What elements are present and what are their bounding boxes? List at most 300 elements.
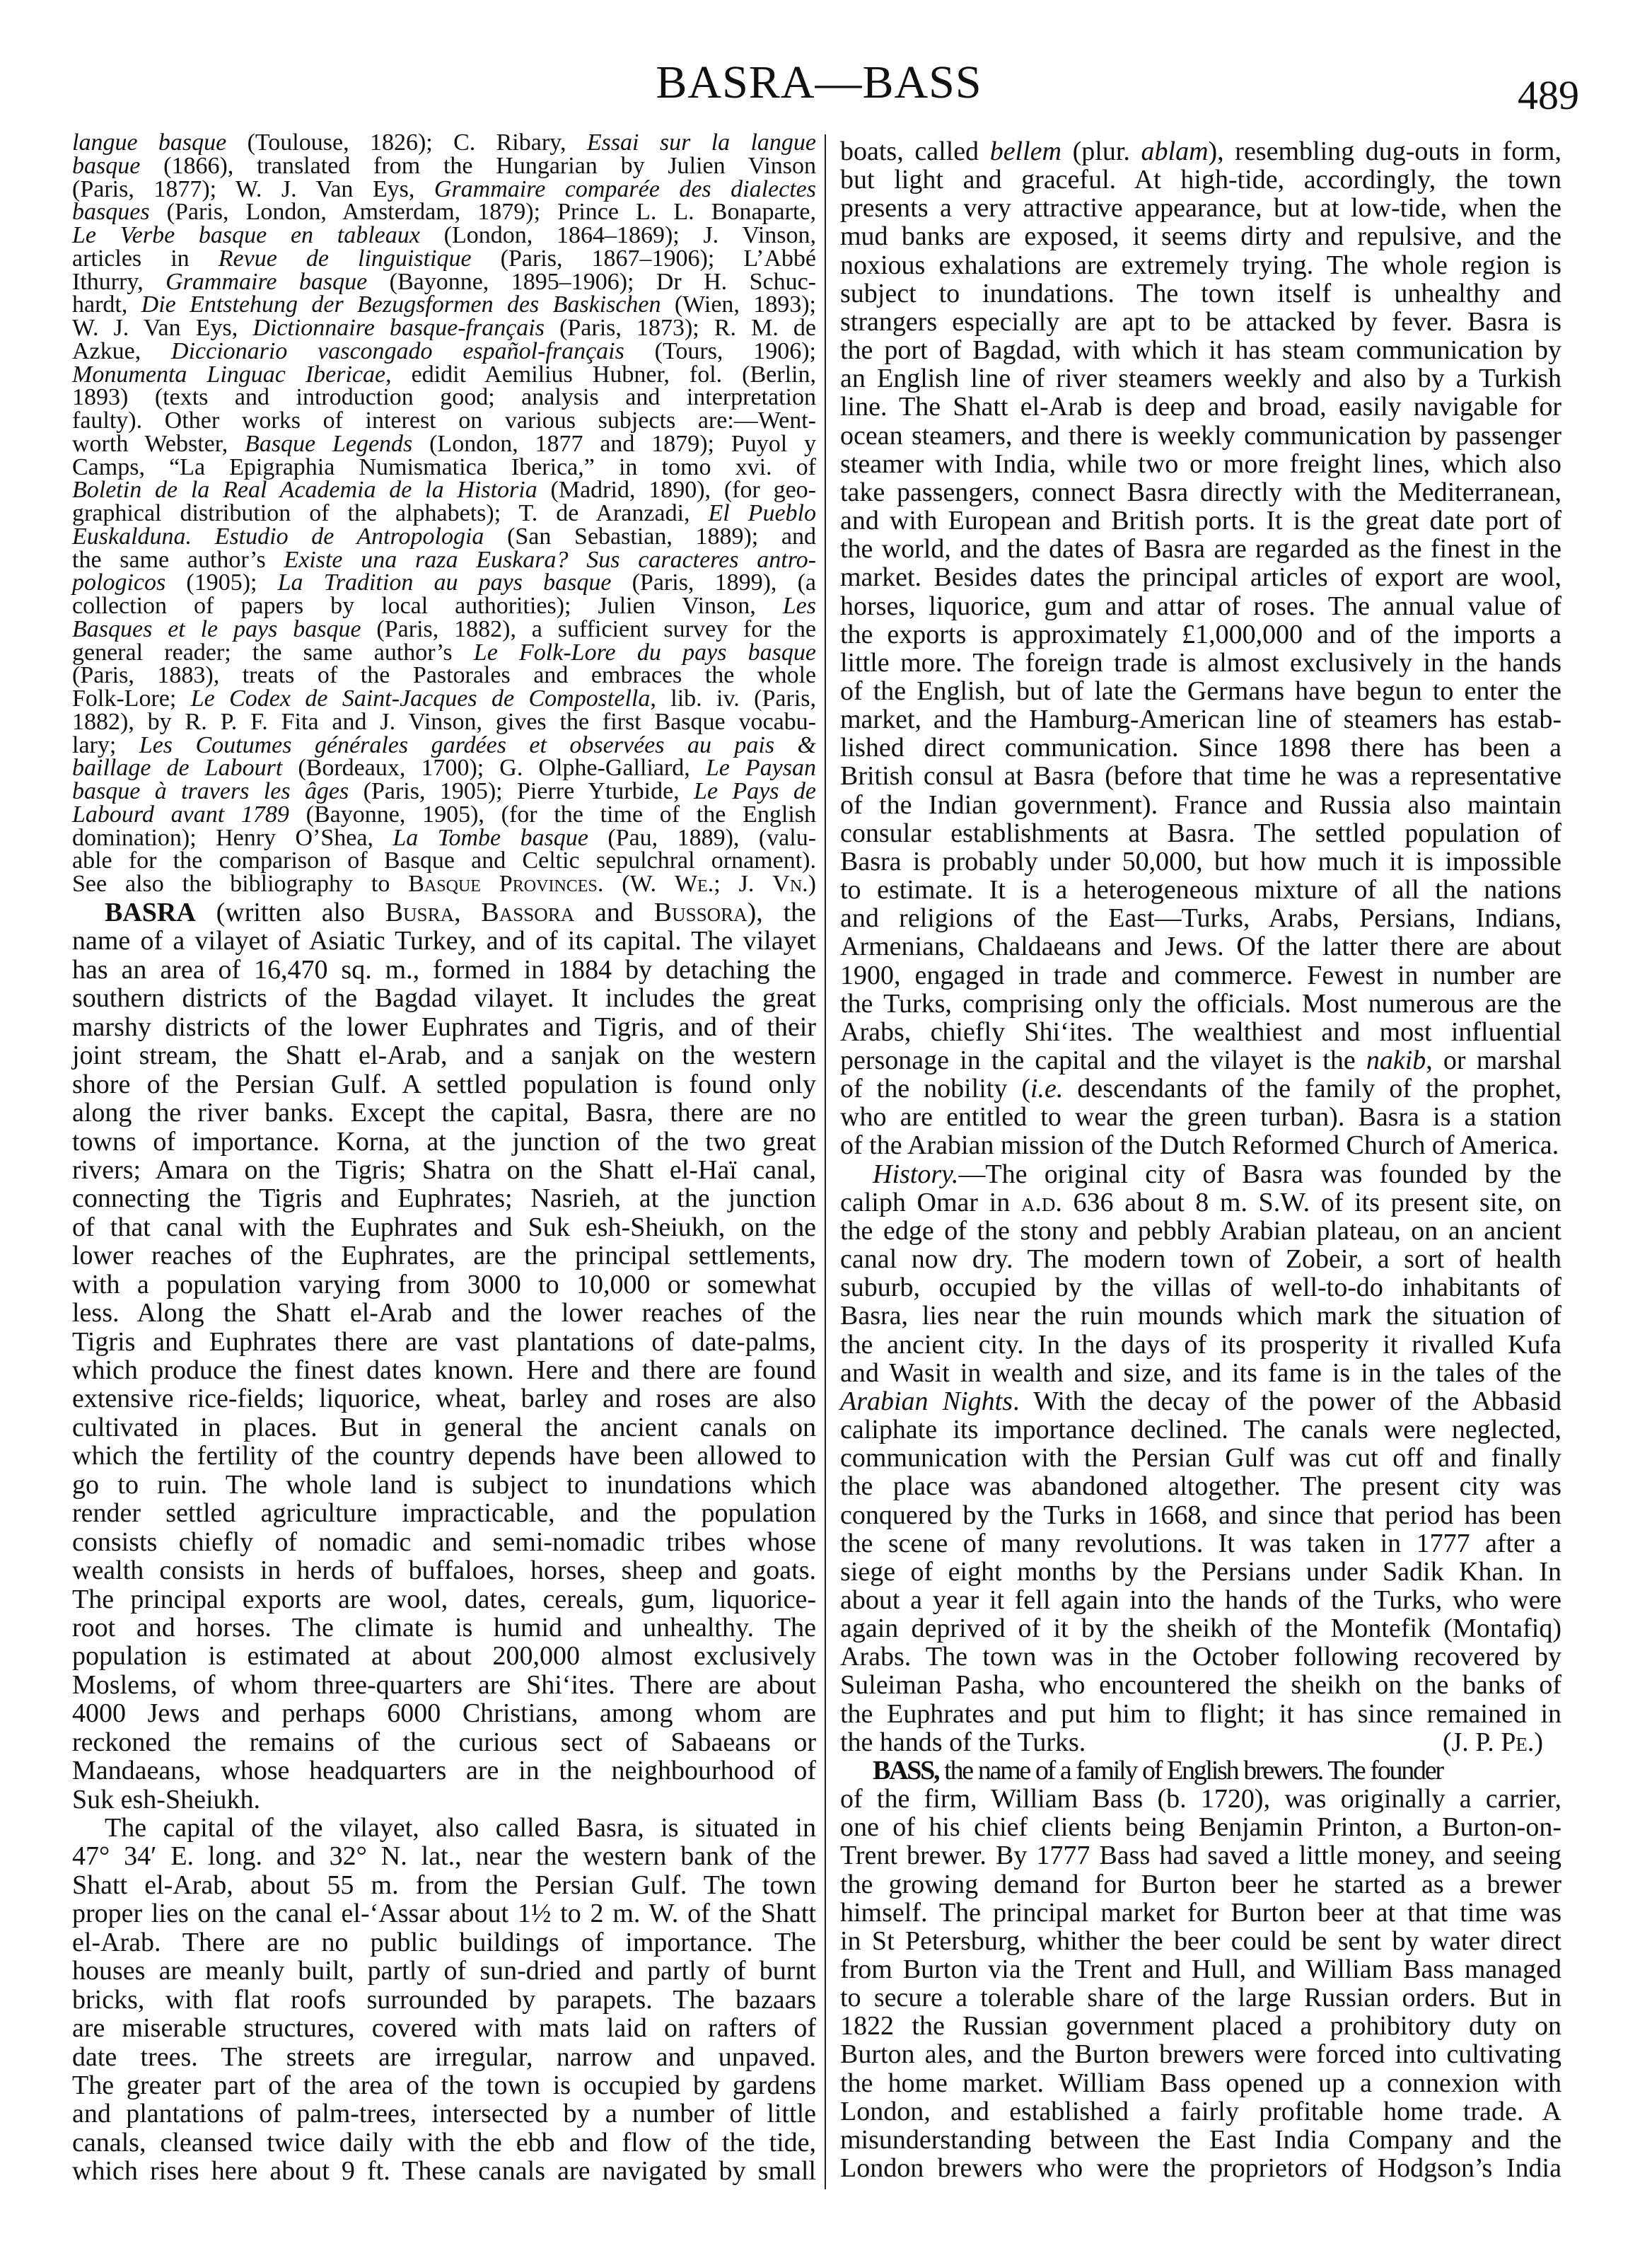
- text-run: (Bayonne, 1895–1906); Dr H. Schuc-: [367, 268, 816, 295]
- text-run: proper lies on the canal el-‘Assar about 1½ to 2 m. W. of the Shatt: [72, 1899, 816, 1929]
- text-run: Basra is probably under 50,000, but how much it is impossible: [840, 846, 1561, 876]
- text-line: [72, 801, 816, 828]
- text-line: [840, 904, 1561, 932]
- text-run: personage in the capital and the vilayet is the: [840, 1046, 1366, 1075]
- text-run: of the Indian government). France and Russia also maintain: [840, 789, 1561, 820]
- text-run: hardt,: [72, 291, 141, 318]
- text-line: [840, 1359, 1561, 1387]
- text-run: —The original city of Basra was founded by the: [958, 1159, 1561, 1189]
- text-line: [840, 1927, 1561, 1955]
- italic-text: baillage de Labourt: [72, 755, 283, 782]
- text-line: [72, 757, 816, 780]
- text-line: [840, 450, 1561, 478]
- text-run: market, and the Hamburg-American line of steamers has estab-: [840, 705, 1561, 735]
- column-divider: [825, 134, 826, 2189]
- italic-text: bellem: [989, 137, 1061, 166]
- text-run: W. J. Van Eys,: [72, 315, 253, 341]
- text-line: [72, 2071, 816, 2099]
- small-caps-text: Busra: [385, 898, 455, 927]
- text-line: [840, 2012, 1561, 2040]
- text-line: [840, 1756, 1561, 1785]
- text-line: [840, 819, 1561, 847]
- italic-text: Diccionario vascongado español-français: [171, 337, 624, 364]
- text-run: wealth consists in herds of buffaloes, horses, sheep and goats.: [72, 1556, 816, 1586]
- text-line: [72, 1070, 816, 1099]
- italic-text: La Tradition au pays basque: [277, 569, 612, 596]
- text-run: caliphate its importance declined. The canals were neglected,: [840, 1415, 1561, 1445]
- text-run: take passengers, connect Basra directly with the Mediterranean,: [840, 477, 1561, 507]
- text-line: [840, 2126, 1561, 2154]
- text-line: [72, 2157, 816, 2185]
- text-line: [840, 1046, 1561, 1075]
- text-line: [840, 1841, 1561, 1870]
- text-line: [840, 876, 1561, 904]
- text-run: (written also: [195, 898, 385, 927]
- text-run: date trees. The streets are irregular, narrow and unpaved.: [72, 2041, 816, 2072]
- text-run: has an area of 16,470 sq. m., formed in 1884 by detaching the: [72, 954, 816, 985]
- text-run: ), the: [747, 898, 816, 927]
- text-run: the same author’s: [72, 546, 284, 573]
- text-line: [72, 337, 816, 364]
- text-line: [840, 1103, 1561, 1131]
- text-run: and with European and British ports. It is the great date port of: [840, 506, 1561, 536]
- author-signature: (J. P. Pe.): [1442, 1727, 1543, 1757]
- text-run: lished direct communication. Since 1898 there has been a: [840, 733, 1561, 763]
- text-run: southern districts of the Bagdad vilayet. It includes the great: [72, 983, 816, 1014]
- text-line: [840, 1217, 1561, 1245]
- text-run: collection of papers by local authorities); Julien Vinson,: [72, 593, 783, 619]
- text-run: joint stream, the Shatt el-Arab, and a sanjak on the western: [72, 1041, 816, 1071]
- italic-text: basque: [72, 152, 141, 179]
- text-run: ,: [454, 898, 482, 927]
- text-run: (Tours, 1906);: [624, 337, 816, 364]
- text-line: [72, 1928, 816, 1957]
- text-run: render settled agriculture impracticable, and the population: [72, 1498, 816, 1529]
- text-run: towns of importance. Korna, at the junction of the two great: [72, 1126, 816, 1157]
- text-run: Suleiman Pasha, who encountered the sheikh on the banks of: [840, 1670, 1561, 1701]
- text-run: , or marshal: [1426, 1046, 1561, 1075]
- text-line: [72, 430, 816, 457]
- text-run: the place was abandoned altogether. The present city was: [840, 1471, 1561, 1502]
- text-line: [72, 1556, 816, 1585]
- text-line: [72, 1842, 816, 1870]
- text-line: [72, 523, 816, 550]
- running-title: BASRA—BASS: [656, 57, 982, 108]
- italic-text: La Tombe basque: [392, 824, 588, 851]
- text-run: presents a very attractive appearance, but at low-tide, when the: [840, 193, 1561, 224]
- italic-text: ablam: [1141, 137, 1209, 166]
- text-run: able for the comparison of Basque and Celtic sepulchral ornament).: [72, 847, 816, 874]
- small-caps-text: Basque Provinces: [408, 871, 598, 897]
- text-run: the Euphrates and put him to flight; it has since remained in: [840, 1698, 1561, 1729]
- text-line: [840, 990, 1561, 1018]
- text-run: siege of eight months by the Persians under Sadik Khan. In: [840, 1556, 1561, 1587]
- paragraph: [72, 898, 816, 1814]
- text-run: (San Sebastian, 1889); and: [484, 523, 816, 550]
- text-run: (Toulouse, 1826); C. Ribary,: [226, 129, 587, 156]
- text-run: Burton ales, and the Burton brewers were forced into cultivating: [840, 2039, 1561, 2070]
- text-line: [840, 1018, 1561, 1046]
- text-line: [840, 620, 1561, 649]
- text-line: [72, 780, 816, 804]
- italic-text: Monumenta Linguac Ibericae: [72, 361, 386, 388]
- text-line: [72, 1699, 816, 1727]
- text-line: [72, 685, 817, 712]
- text-run: and religions of the East—Turks, Arabs, Persians, Indians,: [840, 903, 1561, 934]
- text-run: the exports is approximately £1,000,000 and of the imports a: [840, 619, 1561, 649]
- text-line: [840, 506, 1561, 535]
- text-line: [840, 734, 1561, 762]
- text-line: [840, 1983, 1561, 2012]
- text-run: graphical distribution of the alphabets); T. de Aranzadi,: [72, 500, 709, 526]
- text-run: the home market. William Bass opened up a connexion with: [840, 2068, 1561, 2098]
- text-run: Basra, lies near the ruin mounds which mark the situation of: [840, 1301, 1561, 1331]
- text-line: [72, 2099, 816, 2128]
- text-run: which rises here about 9 ft. These canals are navigated by small: [72, 2156, 816, 2187]
- text-line: [72, 1328, 816, 1356]
- text-run: lary;: [72, 731, 139, 758]
- text-run: bricks, with flat roofs surrounded by parapets. The bazaars: [72, 1984, 816, 2015]
- text-line: [840, 677, 1561, 705]
- text-line: [72, 1471, 816, 1499]
- text-line: [840, 1331, 1561, 1359]
- text-run: London brewers who were the proprietors of Hodgson’s India: [840, 2153, 1561, 2184]
- text-run: the growing demand for Burton beer he started as a brewer: [840, 1869, 1561, 1899]
- text-line: [72, 1128, 816, 1156]
- text-run: (Bayonne, 1905), (for the time of the English: [289, 801, 816, 828]
- text-run: caliph Omar in: [840, 1187, 1021, 1217]
- text-line: [72, 927, 816, 955]
- text-run: the scene of many revolutions. It was taken in 1777 after a: [840, 1528, 1561, 1558]
- italic-text: Le Pays de: [694, 778, 816, 804]
- text-run: (Paris, 1882), a sufficient survey for the: [361, 615, 817, 642]
- text-run: consular establishments at Basra. The settled population of: [840, 818, 1561, 848]
- text-run: Ithurry,: [72, 268, 166, 295]
- text-line: [72, 175, 816, 202]
- text-line: [840, 847, 1561, 876]
- text-run: articles in: [72, 245, 219, 272]
- text-line: [840, 422, 1561, 450]
- text-run: (Paris, 1877); W. J. Van Eys,: [72, 175, 434, 202]
- text-line: [840, 1700, 1561, 1728]
- text-run: go to ruin. The whole land is subject to inundations which: [72, 1469, 816, 1500]
- text-run: Tigris and Euphrates there are vast plantations of date-palms,: [72, 1326, 816, 1357]
- text-run: in St Petersburg, whither the beer could be sent by water direct: [840, 1925, 1561, 1956]
- text-run: 1900, engaged in trade and commerce. Fewest in number are: [840, 960, 1561, 990]
- text-run: which produce the finest dates known. Here and there are found: [72, 1355, 816, 1385]
- text-line: [72, 595, 816, 618]
- text-run: marshy districts of the lower Euphrates and Tigris, and of their: [72, 1012, 816, 1042]
- text-line: [840, 1870, 1561, 1899]
- italic-text: Revue de linguistique: [218, 245, 472, 272]
- text-run: (Wien, 1893);: [661, 291, 817, 318]
- text-line: [72, 268, 816, 295]
- text-line: [72, 407, 816, 434]
- text-line: [840, 961, 1561, 990]
- text-run: domination); Henry O’Shea,: [72, 824, 393, 851]
- text-run: 1822 the Russian government placed a prohibitory duty on: [840, 2011, 1561, 2041]
- small-caps-text: Vn: [772, 871, 803, 897]
- text-run: British consul at Basra (before that time he was a representative: [840, 761, 1561, 792]
- text-line: [840, 308, 1561, 336]
- text-line: [840, 791, 1561, 819]
- text-run: root and horses. The climate is humid and unhealthy. The: [72, 1612, 816, 1643]
- text-run: Armenians, Chaldaeans and Jews. Of the latter there are about: [840, 932, 1561, 962]
- text-run: 47° 34′ E. long. and 32° N. lat., near the western bank of the: [72, 1841, 816, 1872]
- text-run: cultivated in places. But in general the ancient canals on: [72, 1412, 816, 1442]
- page-number: 489: [1518, 72, 1579, 118]
- text-run: one of his chief clients being Benjamin Printon, a Burton-on-: [840, 1812, 1561, 1843]
- text-line: [840, 1188, 1561, 1217]
- text-run: strangers especially are apt to be attacked by fever. Basra is: [840, 306, 1561, 337]
- text-run: line. The Shatt el-Arab is deep and broad, easily navigable for: [840, 392, 1561, 422]
- text-run: el-Arab. There are no public buildings of importance. The: [72, 1927, 816, 1957]
- text-line: [840, 222, 1561, 250]
- text-run: less. Along the Shatt el-Arab and the lower reaches of the: [72, 1298, 816, 1328]
- text-run: to secure a tolerable share of the large Russian orders. But in: [840, 1983, 1561, 2013]
- text-run: 4000 Jews and perhaps 6000 Christians, among whom are: [72, 1698, 816, 1729]
- text-line: [840, 1444, 1561, 1472]
- italic-text: Le Paysan: [705, 755, 817, 782]
- text-line: [840, 563, 1561, 591]
- text-line: [840, 1558, 1561, 1586]
- text-line: [840, 705, 1561, 734]
- small-caps-text: a.d.: [1020, 1187, 1062, 1217]
- italic-text: Dictionnaire basque-français: [252, 315, 545, 341]
- text-run: general reader; the same author’s: [72, 639, 474, 666]
- italic-text: basque à travers les âges: [72, 778, 349, 804]
- text-line: [72, 1499, 816, 1527]
- entry-headword: BASRA: [105, 898, 196, 927]
- text-line: [840, 364, 1561, 393]
- text-run: .): [802, 871, 816, 897]
- text-line: [72, 1184, 816, 1212]
- text-line: [840, 2069, 1561, 2097]
- text-run: (Paris, 1867–1906); L’Abbé: [471, 245, 816, 272]
- text-run: (Madrid, 1890), (for geo-: [537, 477, 816, 504]
- text-line: [840, 1728, 1561, 1756]
- text-line: [840, 1302, 1561, 1330]
- text-run: communication with the Persian Gulf was cut off and finally: [840, 1443, 1561, 1473]
- text-run: shore of the Persian Gulf. A settled population is found only: [72, 1069, 816, 1099]
- text-line: [72, 453, 816, 480]
- text-run: Suk esh-Sheiukh.: [72, 1784, 260, 1814]
- text-run: the edge of the stony and pebbly Arabian plateau, on an ancient: [840, 1215, 1561, 1246]
- italic-text: Grammaire comparée des dialectes: [434, 175, 816, 202]
- text-run: (Paris, London, Amsterdam, 1879); Prince L. L. Bonaparte,: [149, 199, 816, 226]
- text-line: [840, 1586, 1561, 1614]
- text-line: [840, 2154, 1561, 2182]
- italic-text: Existe una raza Euskara? Sus caracteres antro-: [284, 546, 816, 573]
- text-run: market. Besides dates the principal articles of export are wool,: [840, 562, 1561, 593]
- text-run: (Paris, 1899), (a: [611, 569, 816, 596]
- text-line: [72, 224, 816, 248]
- text-run: Folk-Lore;: [72, 685, 191, 712]
- text-line: [840, 194, 1561, 222]
- text-line: [72, 898, 816, 927]
- text-line: [840, 478, 1561, 506]
- italic-text: langue basque: [72, 129, 227, 156]
- text-run: See also the bibliography to: [72, 871, 409, 897]
- text-line: [72, 2043, 816, 2071]
- text-line: [72, 731, 817, 758]
- text-run: of the firm, William Bass (b. 1720), was originally a carrier,: [840, 1784, 1561, 1814]
- italic-text: Le Folk-Lore du pays basque: [473, 639, 816, 666]
- text-line: [72, 129, 817, 156]
- left-column-basra-article: [72, 898, 816, 2186]
- text-line: [840, 1643, 1561, 1671]
- text-run: (Pau, 1889), (valu-: [588, 824, 817, 851]
- text-line: [840, 1813, 1561, 1841]
- paragraph: [840, 137, 1561, 1160]
- text-run: rivers; Amara on the Tigris; Shatra on the Shatt el-Haï canal,: [72, 1154, 816, 1185]
- text-run: London, and established a fairly profitable home trade. A: [840, 2096, 1561, 2126]
- text-line: [72, 1156, 816, 1184]
- text-line: [72, 317, 816, 340]
- text-run: The capital of the vilayet, also called Basra, is situated in: [105, 1813, 816, 1843]
- text-line: [72, 708, 816, 735]
- text-run: 1893) (texts and introduction good; analysis and interpretation: [72, 384, 816, 411]
- left-column-bibliography: [72, 129, 817, 897]
- text-run: the world, and the dates of Basra are regarded as the finest in the: [840, 534, 1561, 564]
- text-run: connecting the Tigris and Euphrates; Nasrieh, at the junction: [72, 1183, 816, 1214]
- text-run: Moslems, of whom three-quarters are Shi‘ites. There are about: [72, 1669, 816, 1700]
- italic-text: pologicos: [72, 569, 166, 596]
- text-run: (Paris, 1905); Pierre Yturbide,: [349, 778, 694, 804]
- text-line: [72, 386, 816, 410]
- italic-text: Die Entstehung der Bezugsformen des Baskischen: [141, 291, 661, 318]
- text-run: Azkue,: [72, 337, 172, 364]
- text-line: [840, 649, 1561, 677]
- text-line: [72, 984, 816, 1012]
- text-line: [840, 1075, 1561, 1103]
- text-run: ocean steamers, and there is weekly communication by passenger: [840, 420, 1561, 451]
- text-line: [72, 1241, 816, 1270]
- text-run: The principal exports are wool, dates, cereals, gum, liquorice-: [72, 1584, 816, 1614]
- text-line: [840, 1131, 1561, 1159]
- text-run: Arabs. The town was in the October following recovered by: [840, 1642, 1561, 1672]
- text-line: [72, 1299, 816, 1327]
- text-run: mud banks are exposed, it seems dirty and repulsive, and the: [840, 221, 1561, 252]
- text-line: [840, 1529, 1561, 1558]
- text-line: [72, 2014, 816, 2042]
- text-line: [72, 1270, 816, 1299]
- text-run: worth Webster,: [72, 430, 245, 457]
- text-run: canals, cleansed twice daily with the ebb and flow of the tide,: [72, 2127, 816, 2158]
- text-line: [840, 762, 1561, 790]
- text-line: [840, 592, 1561, 620]
- text-run: ), resembling dug-outs in form,: [1208, 137, 1561, 166]
- text-run: of the Arabian mission of the Dutch Reformed Church of America.: [840, 1130, 1559, 1161]
- text-line: [72, 1756, 816, 1785]
- text-line: [72, 956, 816, 984]
- italic-text: nakib: [1366, 1046, 1426, 1075]
- text-run: boats, called: [840, 137, 990, 166]
- text-run: (Paris, 1883), treats of the Pastorales and embraces the whole: [72, 662, 816, 689]
- text-run: (1866), translated from the Hungarian by Julien Vinson: [140, 152, 816, 179]
- text-line: [840, 1614, 1561, 1643]
- italic-text: Le Codex de Saint-Jacques de Compostella: [190, 685, 651, 712]
- text-run: faulty). Other works of interest on various subjects are:—Went-: [72, 407, 816, 434]
- text-run: and plantations of palm-trees, intersected by a number of little: [72, 2099, 816, 2129]
- text-line: [72, 1528, 816, 1556]
- text-line: [72, 361, 816, 388]
- italic-text: Le Verbe basque en tableaux: [72, 222, 420, 248]
- text-line: [72, 546, 816, 573]
- small-caps-text: Bussora: [653, 898, 748, 927]
- text-run: Camps, “La Epigraphia Numismatica Iberica,” in tomo xvi. of: [72, 453, 816, 480]
- text-line: [72, 1671, 816, 1699]
- text-run: steamer with India, while two or more freight lines, which also: [840, 448, 1561, 479]
- text-run: of the English, but of late the Germans have begun to enter the: [840, 676, 1561, 706]
- text-run: (Paris, 1873); R. M. de: [544, 315, 816, 341]
- italic-text: Grammaire basque: [165, 268, 368, 295]
- text-run: The greater part of the area of the town is occupied by gardens: [72, 2070, 816, 2100]
- text-run: with a population varying from 3000 to 10,000 or somewhat: [72, 1269, 816, 1299]
- text-line: [72, 1728, 816, 1756]
- text-line: [840, 137, 1561, 166]
- text-run: consists chiefly of nomadic and semi-nomadic tribes whose: [72, 1527, 816, 1557]
- text-run: , lib. iv. (Paris,: [650, 685, 817, 712]
- text-line: [840, 1472, 1561, 1500]
- text-line: [840, 279, 1561, 308]
- text-run: Shatt el-Arab, about 55 m. from the Persian Gulf. The town: [72, 1870, 816, 1900]
- text-run: lower reaches of the Euphrates, are the principal settlements,: [72, 1241, 816, 1271]
- text-run: along the river banks. Except the capital, Basra, there are no: [72, 1098, 816, 1128]
- text-run: from Burton via the Trent and Hull, and William Bass managed: [840, 1954, 1561, 1984]
- text-run: conquered by the Turks in 1668, and since that period has been: [840, 1500, 1561, 1530]
- text-line: [72, 1041, 816, 1070]
- text-run: Trent brewer. By 1777 Bass had saved a little money, and seeing: [840, 1841, 1561, 1871]
- italic-text: History.: [873, 1159, 959, 1189]
- small-caps-text: We: [674, 871, 708, 897]
- text-line: [72, 1013, 816, 1041]
- text-line: [840, 1785, 1561, 1813]
- text-line: [72, 1585, 816, 1614]
- text-line: [840, 1415, 1561, 1444]
- text-line: [72, 2129, 816, 2157]
- text-run: are miserable structures, covered with mats laid on rafters of: [72, 2013, 816, 2044]
- text-line: [72, 639, 816, 666]
- text-run: subject to inundations. The town itself is unhealthy and: [840, 278, 1561, 308]
- text-line: [840, 1671, 1561, 1699]
- text-run: horses, liquorice, gum and attar of roses. The annual value of: [840, 591, 1561, 621]
- text-run: an English line of river steamers weekly and also by a Turkish: [840, 364, 1561, 394]
- text-run: to estimate. It is a heterogeneous mixture of all the nations: [840, 875, 1561, 905]
- italic-text: Labourd avant 1789: [72, 801, 289, 828]
- text-line: [840, 251, 1561, 279]
- text-run: again deprived of it by the sheikh of the Montefik (Montafiq): [840, 1614, 1561, 1644]
- text-run: which the fertility of the country depends have been allowed to: [72, 1441, 816, 1471]
- text-line: [72, 1957, 816, 1985]
- text-run: Arabs, chiefly Shi‘ites. The wealthiest and most influential: [840, 1017, 1561, 1047]
- italic-text: Basque Legends: [245, 430, 413, 457]
- italic-text: basques: [72, 199, 150, 226]
- text-line: [72, 1642, 816, 1670]
- text-run: about a year it fell again into the hands of the Turks, who were: [840, 1585, 1561, 1615]
- text-line: [72, 1099, 816, 1127]
- paragraph: [840, 1160, 1561, 1756]
- paragraph: [72, 129, 817, 897]
- text-run: noxious exhalations are extremely trying. The whole region is: [840, 250, 1561, 280]
- text-run: (London, 1864–1869); J. Vinson,: [419, 222, 817, 248]
- text-line: [840, 2097, 1561, 2126]
- text-run: population is estimated at about 200,000 almost exclusively: [72, 1641, 816, 1672]
- text-run: canal now dry. The modern town of Zobeir, a sort of health: [840, 1244, 1561, 1275]
- italic-text: Boletin de la Real Academia de la Historia: [72, 477, 537, 504]
- text-line: [72, 1356, 816, 1384]
- text-run: reckoned the remains of the curious sect of Sabaeans or: [72, 1727, 816, 1757]
